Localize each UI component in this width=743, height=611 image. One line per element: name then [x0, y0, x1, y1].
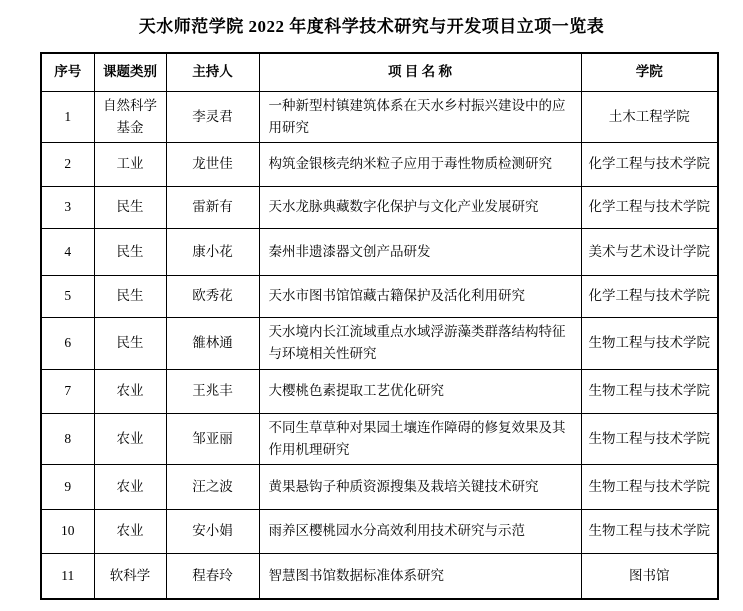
- cell-seq: 2: [41, 143, 94, 187]
- table-row: [41, 465, 718, 510]
- cell-college: 化学工程与技术学院: [581, 276, 718, 318]
- cell-leader: 程春玲: [166, 554, 259, 599]
- cell-seq: 8: [41, 413, 94, 465]
- projects-table: [40, 52, 719, 600]
- table-row: [41, 369, 718, 413]
- cell-seq: 9: [41, 465, 94, 510]
- cell-category: 民生: [94, 229, 166, 276]
- cell-seq: 4: [41, 229, 94, 276]
- cell-seq: 1: [41, 91, 94, 143]
- cell-category: 软科学: [94, 554, 166, 599]
- cell-leader: 邹亚丽: [166, 413, 259, 465]
- table-row: [41, 510, 718, 554]
- cell-project: 构筑金银核壳纳米粒子应用于毒性物质检测研究: [259, 143, 581, 187]
- cell-category: 民生: [94, 318, 166, 370]
- cell-seq: 11: [41, 554, 94, 599]
- cell-project: 雨养区樱桃园水分高效利用技术研究与示范: [259, 510, 581, 554]
- cell-college: 化学工程与技术学院: [581, 187, 718, 229]
- cell-leader: 汪之波: [166, 465, 259, 510]
- table-row: [41, 554, 718, 599]
- cell-college: 图书馆: [581, 554, 718, 599]
- cell-college: 生物工程与技术学院: [581, 510, 718, 554]
- cell-leader: 雒林通: [166, 318, 259, 370]
- table-row: [41, 187, 718, 229]
- cell-category: 工业: [94, 143, 166, 187]
- header-college: 学院: [581, 53, 718, 91]
- cell-leader: 龙世佳: [166, 143, 259, 187]
- table-row: [41, 413, 718, 465]
- cell-project: 不同生草草种对果园土壤连作障碍的修复效果及其作用机理研究: [259, 413, 581, 465]
- cell-seq: 10: [41, 510, 94, 554]
- table-row: [41, 318, 718, 370]
- cell-project: 黄果悬钩子种质资源搜集及栽培关键技术研究: [259, 465, 581, 510]
- cell-category: 农业: [94, 369, 166, 413]
- cell-seq: 5: [41, 276, 94, 318]
- cell-leader: 王兆丰: [166, 369, 259, 413]
- cell-college: 生物工程与技术学院: [581, 318, 718, 370]
- cell-project: 天水龙脉典藏数字化保护与文化产业发展研究: [259, 187, 581, 229]
- cell-category: 民生: [94, 187, 166, 229]
- cell-category: 农业: [94, 413, 166, 465]
- cell-college: 生物工程与技术学院: [581, 465, 718, 510]
- cell-leader: 欧秀花: [166, 276, 259, 318]
- table-row: [41, 276, 718, 318]
- cell-project: 智慧图书馆数据标准体系研究: [259, 554, 581, 599]
- header-seq: 序号: [41, 53, 94, 91]
- cell-seq: 6: [41, 318, 94, 370]
- cell-college: 美术与艺术设计学院: [581, 229, 718, 276]
- cell-college: 化学工程与技术学院: [581, 143, 718, 187]
- cell-seq: 7: [41, 369, 94, 413]
- header-leader: 主持人: [166, 53, 259, 91]
- cell-leader: 安小娟: [166, 510, 259, 554]
- table-row: [41, 91, 718, 143]
- table-row: [41, 143, 718, 187]
- cell-college: 土木工程学院: [581, 91, 718, 143]
- cell-college: 生物工程与技术学院: [581, 413, 718, 465]
- cell-category: 农业: [94, 465, 166, 510]
- cell-project: 一种新型村镇建筑体系在天水乡村振兴建设中的应用研究: [259, 91, 581, 143]
- cell-project: 大樱桃色素提取工艺优化研究: [259, 369, 581, 413]
- table-header-row: [41, 53, 718, 91]
- header-category: 课题类别: [94, 53, 166, 91]
- cell-category: 农业: [94, 510, 166, 554]
- table-row: [41, 229, 718, 276]
- cell-leader: 康小花: [166, 229, 259, 276]
- cell-category: 民生: [94, 276, 166, 318]
- cell-project: 天水市图书馆馆藏古籍保护及活化利用研究: [259, 276, 581, 318]
- cell-leader: 雷新有: [166, 187, 259, 229]
- page-title: 天水师范学院 2022 年度科学技术研究与开发项目立项一览表: [138, 17, 605, 36]
- cell-category: 自然科学基金: [94, 91, 166, 143]
- header-project: 项 目 名 称: [259, 53, 581, 91]
- cell-seq: 3: [41, 187, 94, 229]
- cell-leader: 李灵君: [166, 91, 259, 143]
- cell-college: 生物工程与技术学院: [581, 369, 718, 413]
- cell-project: 秦州非遗漆器文创产品研发: [259, 229, 581, 276]
- cell-project: 天水境内长江流域重点水域浮游藻类群落结构特征与环境相关性研究: [259, 318, 581, 370]
